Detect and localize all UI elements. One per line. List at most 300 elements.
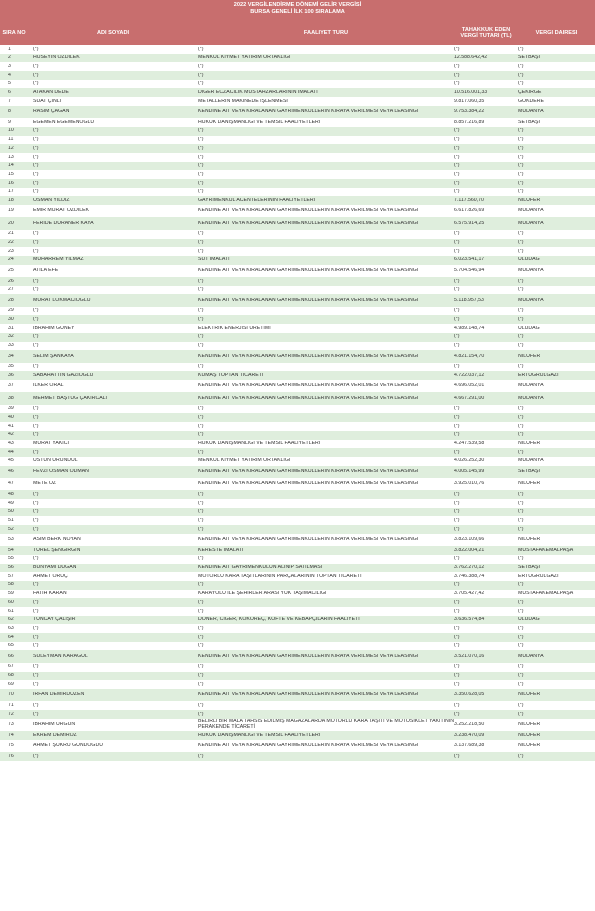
table-row	[0, 380, 595, 392]
row-amount: (*)	[454, 711, 460, 717]
table-row	[0, 752, 595, 761]
row-amount: (*)	[454, 556, 460, 562]
row-activity: KENDİNE AİT VEYA KİRALANAN GAYRİMENKULLERİN KİRAYA VERİLMESİ VEYA LEASİNGİ	[198, 653, 419, 659]
row-amount: 4.722.037,12	[454, 372, 485, 378]
row-activity: (*)	[198, 343, 204, 349]
row-name: (*)	[33, 681, 39, 687]
row-amount: (*)	[454, 673, 460, 679]
table-row	[0, 478, 595, 490]
row-number: 32	[8, 334, 14, 340]
table-row	[0, 247, 595, 256]
row-number: 7	[8, 98, 11, 104]
row-number: 41	[8, 423, 14, 429]
table-row	[0, 448, 595, 457]
row-office: (*)	[518, 287, 524, 293]
row-activity: SÜT İMALATI	[198, 257, 230, 263]
row-number: 9	[8, 119, 11, 125]
row-name: OSMAN YILDIZ	[33, 197, 70, 203]
row-amount: 4.989.148,74	[454, 325, 485, 331]
table-row	[0, 405, 595, 414]
table-row	[0, 508, 595, 517]
row-amount: 6.617.826,69	[454, 208, 485, 214]
table-row	[0, 196, 595, 205]
row-amount: (*)	[454, 240, 460, 246]
row-name: (*)	[33, 500, 39, 506]
header-amount: TAHAKKUK EDEN VERGİ TUTARI (TL)	[460, 26, 512, 39]
table-row	[0, 230, 595, 239]
row-number: 12	[8, 145, 14, 151]
row-name: SELİM ŞANKAYA	[33, 353, 74, 359]
row-name: HÜSEYİN ÖZDİLEK	[33, 55, 80, 61]
table-row	[0, 118, 595, 127]
row-amount: (*)	[454, 625, 460, 631]
row-activity: DÖNER, CİĞER, KOKOREÇ, KÖFTE VE KEBAPÇILARIN FAALİYETİ	[198, 617, 360, 623]
table-row	[0, 350, 595, 362]
table-row	[0, 239, 595, 248]
row-name: (*)	[33, 46, 39, 52]
row-number: 45	[8, 458, 14, 464]
row-name: İRFAN DEMİRDÜZEN	[33, 692, 85, 698]
row-number: 49	[8, 500, 14, 506]
row-office: ERTUĞRULGAZİ	[518, 573, 559, 579]
row-number: 38	[8, 395, 14, 401]
row-number: 30	[8, 317, 14, 322]
row-number: 73	[8, 722, 14, 728]
row-name: (*)	[33, 702, 39, 708]
row-name: (*)	[33, 608, 39, 614]
row-activity: KENDİNE AİT VEYA KİRALANAN GAYRİMENKULLERİN KİRAYA VERİLMESİ VEYA LEASİNGİ	[198, 109, 419, 115]
row-amount: (*)	[454, 634, 460, 640]
row-number: 1	[8, 46, 11, 52]
row-activity: (*)	[198, 753, 204, 759]
row-number: 67	[8, 664, 14, 670]
row-office: MUDANYA	[518, 297, 544, 303]
row-activity: GAYRİMENKUL ACENTELERİNİN FAALİYETLERİ	[198, 197, 316, 203]
table-row	[0, 546, 595, 555]
row-activity: (*)	[198, 414, 204, 420]
row-office: (*)	[518, 432, 524, 438]
row-name: (*)	[33, 582, 39, 588]
row-name: (*)	[33, 189, 39, 195]
row-office: (*)	[518, 702, 524, 708]
row-activity: (*)	[198, 364, 204, 370]
table-row	[0, 106, 595, 118]
row-number: 74	[8, 732, 14, 738]
table-row	[0, 701, 595, 710]
row-activity: KENDİNE AİT VEYA KİRALANAN GAYRİMENKULLERİN KİRAYA VERİLMESİ VEYA LEASİNGİ	[198, 268, 419, 273]
row-office: ULUDAĞ	[518, 617, 540, 623]
row-office: (*)	[518, 189, 524, 195]
row-name: İLKER ORAL	[33, 383, 64, 389]
row-name: AHMET ORUÇ	[33, 573, 68, 579]
table-row	[0, 88, 595, 97]
table-row	[0, 62, 595, 71]
row-name: METE ÖZ	[33, 481, 57, 487]
table-row	[0, 170, 595, 179]
row-amount: (*)	[454, 46, 460, 52]
row-office: SETBAŞI	[518, 119, 540, 125]
row-name: SÜLEYMAN KARAGÜL	[33, 653, 88, 659]
table-row	[0, 624, 595, 633]
row-office: (*)	[518, 500, 524, 506]
row-office: MUDANYA	[518, 653, 544, 659]
row-office: (*)	[518, 673, 524, 679]
row-amount: 3.521.070,16	[454, 653, 485, 659]
row-name: (*)	[33, 81, 39, 87]
row-activity: MENKUL KIYMET YATIRIM ORTAKLIĞI	[198, 458, 291, 464]
row-amount: 4.696.052,01	[454, 383, 485, 389]
row-name: TUNCAY ÇALIŞIR	[33, 617, 76, 623]
row-office: (*)	[518, 599, 524, 605]
row-activity: METALLERİN MAKİNEDE İŞLENMESİ	[198, 98, 288, 104]
row-amount: (*)	[454, 432, 460, 438]
row-name: FERİDE DURANER KAYA	[33, 220, 94, 226]
row-amount: 5.704.546,94	[454, 268, 485, 273]
row-amount: (*)	[454, 664, 460, 670]
table-row	[0, 572, 595, 581]
row-number: 11	[8, 137, 14, 143]
row-amount: 3.636.574,84	[454, 617, 485, 623]
row-office: MUSTAFAKEMALPAŞA	[518, 547, 574, 553]
header-name: ADI SOYADI	[96, 29, 130, 36]
row-amount: (*)	[454, 63, 460, 69]
row-office: GÖKDERE	[518, 98, 544, 104]
row-activity: (*)	[198, 664, 204, 670]
table-row	[0, 672, 595, 681]
row-name: (*)	[33, 643, 39, 649]
row-number: 18	[8, 197, 14, 203]
row-amount: (*)	[454, 171, 460, 177]
table-row	[0, 162, 595, 171]
row-name: TÜREL ŞENGİRGİN	[33, 547, 81, 553]
row-activity: KENDİNE AİT VEYA KİRALANAN GAYRİMENKULLERİN KİRAYA VERİLMESİ VEYA LEASİNGİ	[198, 353, 419, 359]
row-number: 4	[8, 72, 11, 78]
row-number: 20	[8, 220, 14, 226]
row-activity: (*)	[198, 46, 204, 52]
row-number: 60	[8, 599, 14, 605]
row-number: 34	[8, 353, 14, 359]
table-row	[0, 534, 595, 546]
row-office: NİLÜFER	[518, 743, 541, 749]
row-activity: (*)	[198, 582, 204, 588]
row-activity: KENDİNE AİT VEYA KİRALANAN GAYRİMENKULLERİN KİRAYA VERİLMESİ VEYA LEASİNGİ	[198, 383, 419, 389]
row-amount: (*)	[454, 137, 460, 143]
row-number: 48	[8, 491, 14, 497]
row-office: MUDANYA	[518, 268, 544, 273]
row-office: SETBAŞI	[518, 468, 540, 474]
row-number: 33	[8, 343, 14, 349]
row-name: (*)	[33, 664, 39, 670]
row-amount: (*)	[454, 449, 460, 455]
row-activity: (*)	[198, 308, 204, 314]
row-number: 55	[8, 556, 14, 562]
row-office: (*)	[518, 364, 524, 370]
row-amount: (*)	[454, 509, 460, 515]
row-office: (*)	[518, 278, 524, 284]
table-row	[0, 466, 595, 478]
row-activity: BELİRLİ BİR MALA TAHSİS EDİLMİŞ MAĞAZALARDA MOTORLU KARA TAŞITI VE MOTOSİKLET YAKITININ PERAKENDE TİCARETİ	[198, 719, 454, 730]
row-office: (*)	[518, 449, 524, 455]
row-name: (*)	[33, 145, 39, 151]
row-number: 36	[8, 372, 14, 378]
row-activity: (*)	[198, 681, 204, 687]
row-name: (*)	[33, 753, 39, 759]
row-number: 10	[8, 128, 14, 134]
table-row	[0, 642, 595, 651]
row-number: 51	[8, 517, 14, 523]
table-row	[0, 144, 595, 153]
row-amount: 8.857.216,89	[454, 119, 485, 125]
row-number: 39	[8, 406, 14, 412]
row-office: NİLÜFER	[518, 692, 541, 698]
row-amount: 10.516.001,33	[454, 89, 488, 95]
row-activity: KARAYOLU İLE ŞEHİRLER ARASI YÜK TAŞIMACILIĞI	[198, 591, 327, 597]
row-name: İBRAHİM ÜRGÜN	[33, 722, 76, 728]
row-activity: MENKUL KIYMET YATIRIM ORTAKLIĞI	[198, 55, 291, 61]
table-row	[0, 256, 595, 265]
row-name: ATİLA EFE	[33, 268, 59, 273]
row-name: (*)	[33, 556, 39, 562]
row-name: (*)	[33, 673, 39, 679]
row-number: 64	[8, 634, 14, 640]
row-name: (*)	[33, 406, 39, 412]
row-number: 69	[8, 681, 14, 687]
row-amount: (*)	[454, 406, 460, 412]
row-office: (*)	[518, 517, 524, 523]
row-amount: (*)	[454, 308, 460, 314]
row-amount: (*)	[454, 163, 460, 169]
row-name: (*)	[33, 509, 39, 515]
row-office: (*)	[518, 63, 524, 69]
row-amount: (*)	[454, 317, 460, 322]
row-name: EMİR MURAT ÖZDİLEK	[33, 208, 90, 214]
row-office: (*)	[518, 137, 524, 143]
report-title-line2: BURSA GENELİ İLK 100 SIRALAMA	[250, 9, 345, 15]
row-amount: 4.026.252,30	[454, 458, 485, 464]
row-name: (*)	[33, 231, 39, 237]
row-office: (*)	[518, 180, 524, 186]
row-name: (*)	[33, 63, 39, 69]
table-row	[0, 607, 595, 616]
row-name: (*)	[33, 449, 39, 455]
table-row	[0, 54, 595, 63]
row-name: (*)	[33, 72, 39, 78]
row-activity: (*)	[198, 599, 204, 605]
row-name: MEHMET BAŞTUĞ ÇAKIRCALI	[33, 395, 107, 401]
row-name: (*)	[33, 137, 39, 143]
row-name: (*)	[33, 343, 39, 349]
row-office: (*)	[518, 423, 524, 429]
row-office: (*)	[518, 582, 524, 588]
row-office: (*)	[518, 317, 524, 322]
row-name: MURAT LOKMACIOĞLU	[33, 297, 91, 303]
row-amount: (*)	[454, 189, 460, 195]
row-number: 76	[8, 753, 14, 759]
row-name: İBRAHİM GÜNEY	[33, 325, 75, 331]
row-number: 58	[8, 582, 14, 588]
table-row	[0, 564, 595, 573]
row-name: ÜSTÜN ÜRÜNDÜL	[33, 458, 78, 464]
row-name: (*)	[33, 423, 39, 429]
table-row	[0, 294, 595, 306]
row-amount: 3.137.689,38	[454, 743, 485, 749]
row-amount: (*)	[454, 334, 460, 340]
row-activity: (*)	[198, 189, 204, 195]
row-number: 29	[8, 308, 14, 314]
row-activity: KENDİNE AİT VEYA KİRALANAN GAYRİMENKULLERİN KİRAYA VERİLMESİ VEYA LEASİNGİ	[198, 220, 419, 226]
table-row	[0, 413, 595, 422]
row-activity: (*)	[198, 556, 204, 562]
row-number: 70	[8, 692, 14, 698]
row-name: (*)	[33, 634, 39, 640]
row-office: NİLÜFER	[518, 481, 541, 487]
row-name: (*)	[33, 432, 39, 438]
row-office: ULUDAĞ	[518, 257, 540, 263]
table-row	[0, 457, 595, 466]
row-amount: 3.238.470,09	[454, 732, 485, 738]
row-number: 54	[8, 547, 14, 553]
row-name: (*)	[33, 180, 39, 186]
table-row	[0, 440, 595, 449]
row-activity: MOTORLU KARA TAŞITLARININ PARÇALARININ TOPTAN TİCARETİ	[198, 573, 362, 579]
row-activity: (*)	[198, 526, 204, 532]
row-number: 72	[8, 711, 14, 717]
row-activity: KENDİNE AİT GAYRİMENKULÜN ALINIP SATILMASI	[198, 565, 323, 571]
row-name: (*)	[33, 317, 39, 322]
row-name: SABAHATTİN GAZİOĞLU	[33, 372, 94, 378]
table-row	[0, 265, 595, 277]
row-activity: (*)	[198, 231, 204, 237]
row-amount: (*)	[454, 423, 460, 429]
row-number: 59	[8, 591, 14, 597]
row-number: 24	[8, 257, 14, 263]
row-name: (*)	[33, 171, 39, 177]
row-amount: 5.118.957,53	[454, 297, 484, 303]
row-name: MUHARREM YILMAZ	[33, 257, 84, 263]
row-activity: (*)	[198, 163, 204, 169]
row-name: (*)	[33, 526, 39, 532]
report-title	[0, 0, 595, 20]
row-office: (*)	[518, 608, 524, 614]
row-number: 50	[8, 509, 14, 515]
row-office: (*)	[518, 664, 524, 670]
row-amount: (*)	[454, 278, 460, 284]
table-row	[0, 650, 595, 662]
table-row	[0, 422, 595, 431]
row-number: 19	[8, 208, 14, 214]
header-no: SIRA NO	[2, 29, 26, 36]
table-row	[0, 315, 595, 324]
row-number: 6	[8, 89, 11, 95]
row-office: (*)	[518, 625, 524, 631]
row-amount: (*)	[454, 180, 460, 186]
table-row	[0, 324, 595, 333]
row-activity: (*)	[198, 317, 204, 322]
row-name: FATİH KARAN	[33, 591, 67, 597]
row-number: 57	[8, 573, 14, 579]
row-name: (*)	[33, 240, 39, 246]
row-activity: (*)	[198, 248, 204, 254]
row-activity: (*)	[198, 673, 204, 679]
row-office: NİLÜFER	[518, 732, 541, 738]
row-amount: 3.746.388,74	[454, 573, 485, 579]
row-name: SUAT ÇİNLİ	[33, 98, 62, 104]
table-header	[0, 20, 595, 45]
row-amount: (*)	[454, 681, 460, 687]
table-row	[0, 371, 595, 380]
row-office: (*)	[518, 643, 524, 649]
row-office: ERTUĞRULGAZİ	[518, 372, 559, 378]
table-row	[0, 499, 595, 508]
row-amount: 6.023.541,17	[454, 257, 485, 263]
row-activity: DİĞER ECZACILIK MÜSTAHZARLARININ İMALATI	[198, 89, 318, 95]
row-amount: 9.753.384,22	[454, 109, 485, 115]
row-amount: (*)	[454, 491, 460, 497]
row-name: EKREM DEMİRÖZ	[33, 732, 77, 738]
row-activity: (*)	[198, 643, 204, 649]
row-amount: (*)	[454, 145, 460, 151]
row-amount: (*)	[454, 643, 460, 649]
table-row	[0, 525, 595, 534]
row-number: 75	[8, 743, 14, 749]
table-row	[0, 516, 595, 525]
row-activity: KENDİNE AİT VEYA KİRALANAN GAYRİMENKULLERİN KİRAYA VERİLMESİ VEYA LEASİNGİ	[198, 208, 419, 214]
row-office: (*)	[518, 163, 524, 169]
row-activity: (*)	[198, 608, 204, 614]
table-row	[0, 136, 595, 145]
row-number: 37	[8, 383, 14, 389]
row-number: 53	[8, 537, 14, 543]
table-row	[0, 490, 595, 499]
row-amount: (*)	[454, 414, 460, 420]
row-activity: KENDİNE AİT VEYA KİRALANAN GAYRİMENKULLERİN KİRAYA VERİLMESİ VEYA LEASİNGİ	[198, 395, 419, 401]
table-row	[0, 689, 595, 701]
row-office: (*)	[518, 248, 524, 254]
row-office: MUDANYA	[518, 395, 544, 401]
row-activity: (*)	[198, 509, 204, 515]
table-row	[0, 581, 595, 590]
row-number: 56	[8, 565, 14, 571]
row-number: 2	[8, 55, 11, 61]
row-name: (*)	[33, 414, 39, 420]
row-activity: KENDİNE AİT VEYA KİRALANAN GAYRİMENKULLERİN KİRAYA VERİLMESİ VEYA LEASİNGİ	[198, 692, 419, 698]
row-amount: 3.252.218,50	[454, 722, 485, 728]
row-office: MUDANYA	[518, 220, 544, 226]
table-row	[0, 680, 595, 689]
row-amount: 3.762.270,12	[454, 565, 485, 571]
row-office: (*)	[518, 711, 524, 717]
row-office: (*)	[518, 491, 524, 497]
row-activity: (*)	[198, 449, 204, 455]
row-number: 44	[8, 449, 14, 455]
header-office: VERGİ DAİRESİ	[535, 29, 578, 36]
row-office: (*)	[518, 145, 524, 151]
row-number: 13	[8, 154, 14, 160]
row-amount: (*)	[454, 517, 460, 523]
row-activity: (*)	[198, 63, 204, 69]
row-name: FEVZİ OSMAN ODMAN	[33, 468, 89, 474]
row-number: 61	[8, 608, 14, 614]
table-row	[0, 217, 595, 229]
row-office: (*)	[518, 556, 524, 562]
row-name: (*)	[33, 334, 39, 340]
row-name: (*)	[33, 248, 39, 254]
row-office: (*)	[518, 128, 524, 134]
row-number: 46	[8, 468, 14, 474]
row-activity: (*)	[198, 145, 204, 151]
header-activity: FAALİYET TÜRÜ	[303, 29, 349, 36]
row-amount: 3.350.628,05	[454, 692, 485, 698]
